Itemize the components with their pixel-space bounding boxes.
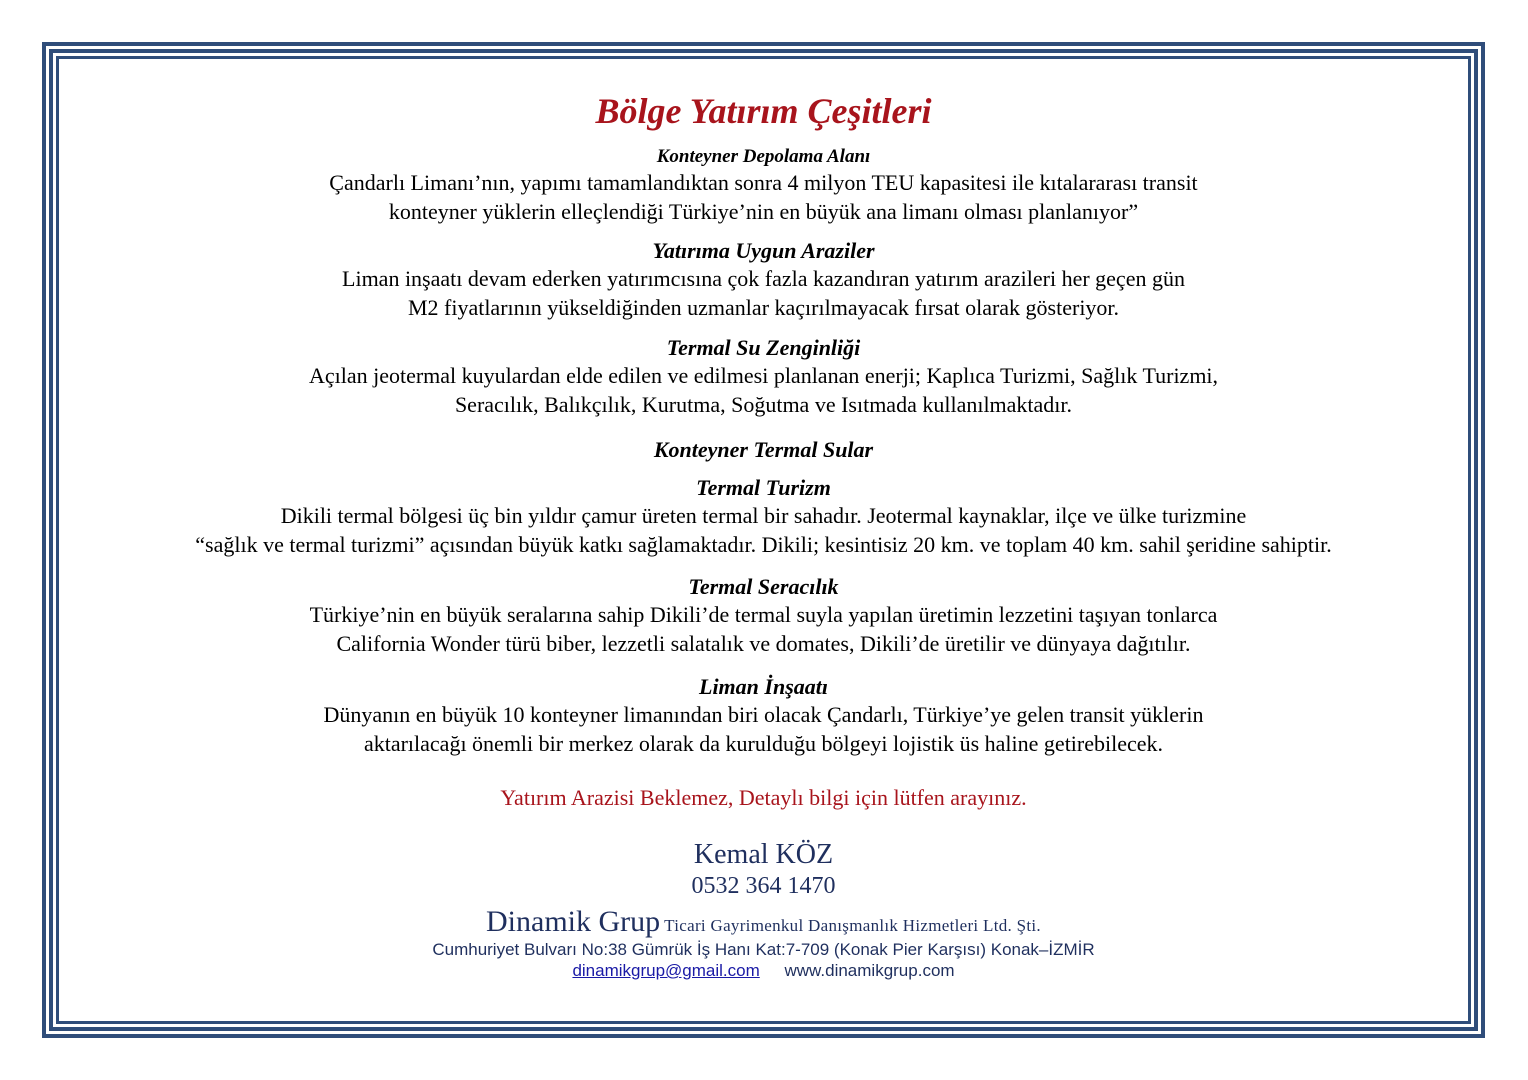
company-line <box>62 905 1465 939</box>
section-line: California Wonder türü biber, lezzetli salatalık ve domates, Dikili’de üretilir ve dünyaya dağıtılır. <box>336 631 1191 656</box>
section-heading: Konteyner Depolama Alanı <box>656 146 871 167</box>
section-heading: Konteyner Termal Sular <box>653 437 874 462</box>
company-name: Dinamik Grup <box>486 905 661 938</box>
section-line: konteyner yüklerin elleçlendiği Türkiye’nin en büyük ana limanı olması planlanıyor” <box>388 199 1139 224</box>
section-line: Türkiye’nin en büyük seralarına sahip Dikili’de termal suyla yapılan üretimin lezzetini taşıyan tonlarca <box>309 602 1218 627</box>
section-container-thermal <box>62 437 1465 463</box>
section-line: M2 fiyatlarının yükseldiğinden uzmanlar kaçırılmayacak fırsat olarak gösteriyor. <box>407 295 1120 320</box>
section-thermal-water <box>62 335 1465 419</box>
section-line: Dikili termal bölgesi üç bin yıldır çamur üreten termal bir sahadır. Jeotermal kaynaklar, ilçe ve ülke turizmine <box>280 503 1247 528</box>
section-line: Dünyanın en büyük 10 konteyner limanından biri olacak Çandarlı, Türkiye’ye gelen transit yüklerin <box>323 702 1204 727</box>
flyer-content <box>62 62 1465 1018</box>
section-heading: Termal Seracılık <box>688 574 839 599</box>
contact-phone: 0532 364 1470 <box>691 873 836 899</box>
section-investment-land <box>62 238 1465 322</box>
section-heading: Termal Su Zenginliği <box>666 335 861 360</box>
section-line: Liman inşaatı devam ederken yatırımcısına çok fazla kazandıran yatırım arazileri her geçen gün <box>342 266 1185 291</box>
section-thermal-tourism <box>62 475 1465 559</box>
section-line: Seracılık, Balıkçılık, Kurutma, Soğutma ve Isıtmada kullanılmaktadır. <box>454 392 1073 417</box>
page-title: Bölge Yatırım Çeşitleri <box>595 91 932 131</box>
section-thermal-greenhouse <box>62 574 1465 658</box>
section-line: “sağlık ve termal turizmi” açısından büyük katkı sağlamaktadır. Dikili; kesintisiz 20 km. ve toplam 40 km. sahil şeridine sahiptir. <box>195 532 1332 557</box>
website-link[interactable]: www.dinamikgrup.com <box>784 961 955 980</box>
section-container-storage <box>62 146 1465 226</box>
section-heading: Liman İnşaatı <box>699 674 828 699</box>
section-heading: Yatırıma Uygun Araziler <box>652 238 875 263</box>
email-link[interactable]: dinamikgrup@gmail.com <box>572 961 760 980</box>
contact-links <box>62 961 1465 981</box>
contact-name: Kemal KÖZ <box>693 839 834 870</box>
call-to-action: Yatırım Arazisi Beklemez, Detaylı bilgi için lütfen arayınız. <box>500 785 1027 810</box>
section-line: Çandarlı Limanı’nın, yapımı tamamlandıktan sonra 4 milyon TEU kapasitesi ile kıtalararası transit <box>329 170 1198 195</box>
company-subtitle: Ticari Gayrimenkul Danışmanlık Hizmetleri Ltd. Şti. <box>664 916 1041 935</box>
section-heading: Termal Turizm <box>696 475 831 500</box>
section-line: Açılan jeotermal kuyulardan elde edilen ve edilmesi planlanan enerji; Kaplıca Turizmi, Sağlık Turizmi, <box>308 363 1219 388</box>
section-line: aktarılacağı önemli bir merkez olarak da kurulduğu bölgeyi lojistik üs haline getirebilecek. <box>363 731 1164 756</box>
section-port-construction <box>62 674 1465 758</box>
company-address: Cumhuriyet Bulvarı No:38 Gümrük İş Hanı Kat:7-709 (Konak Pier Karşısı) Konak–İZMİR <box>432 940 1095 959</box>
